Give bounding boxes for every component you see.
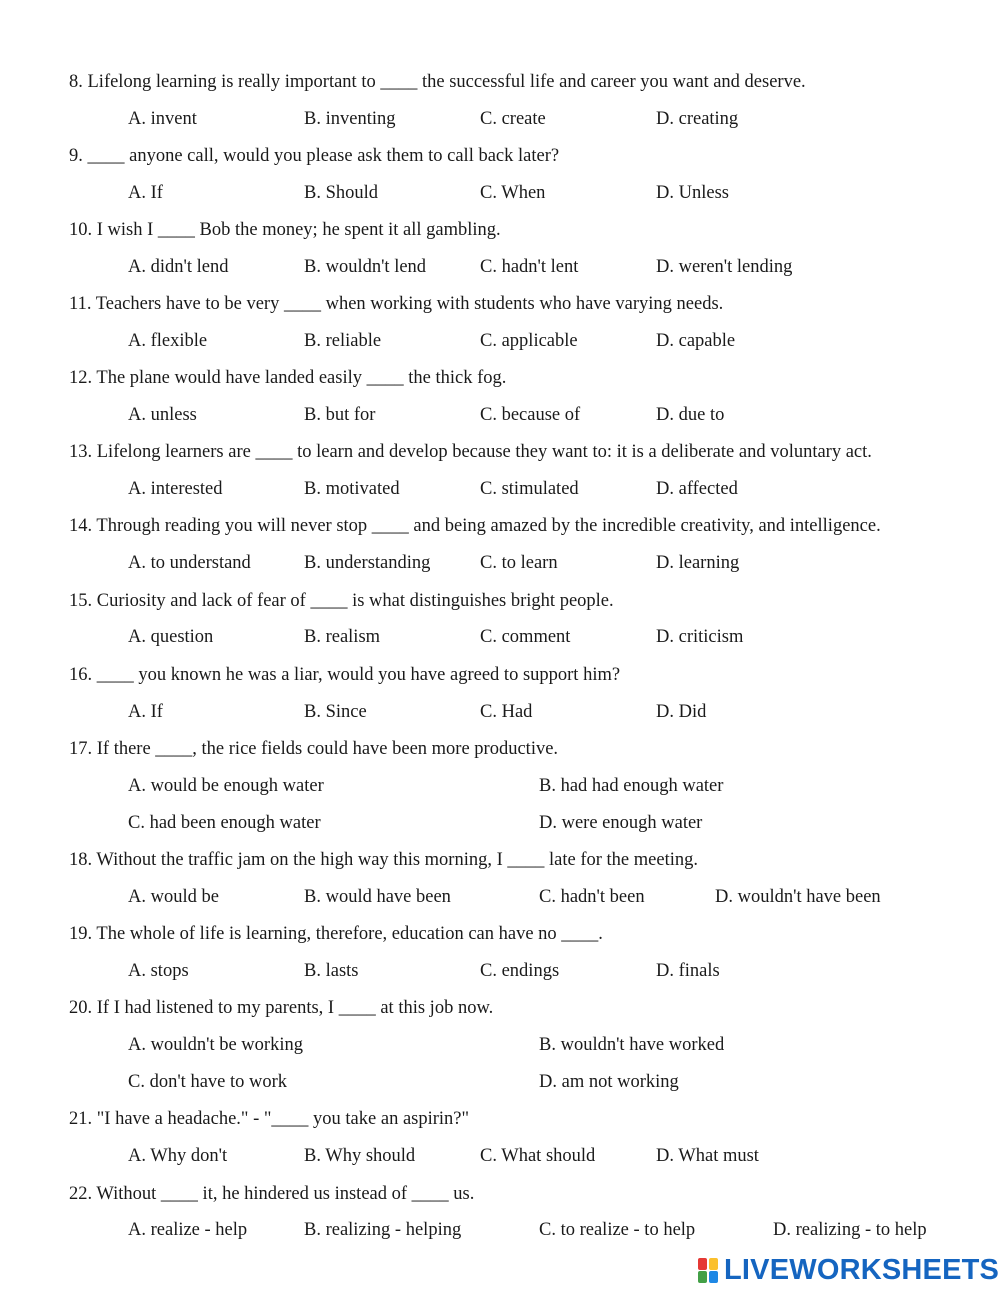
q18-option-a[interactable]: A. would be bbox=[128, 887, 219, 907]
q9-option-c[interactable]: C. When bbox=[480, 183, 546, 203]
q12-option-c[interactable]: C. because of bbox=[480, 405, 581, 425]
q21-option-d[interactable]: D. What must bbox=[656, 1146, 759, 1166]
q21-option-c[interactable]: C. What should bbox=[480, 1146, 596, 1166]
q19-option-d[interactable]: D. finals bbox=[656, 961, 720, 981]
q15-option-a[interactable]: A. question bbox=[128, 627, 214, 647]
q18-option-c[interactable]: C. hadn't been bbox=[539, 887, 645, 907]
question-16: 16. ____ you known he was a liar, would you have agreed to support him? bbox=[69, 665, 621, 685]
q16-option-b[interactable]: B. Since bbox=[304, 702, 367, 722]
question-10: 10. I wish I ____ Bob the money; he spent it all gambling. bbox=[69, 220, 501, 240]
question-8: 8. Lifelong learning is really important to ____ the successful life and career you want and deserve. bbox=[69, 72, 806, 92]
q18-option-d[interactable]: D. wouldn't have been bbox=[715, 887, 881, 907]
q10-option-a[interactable]: A. didn't lend bbox=[128, 257, 229, 277]
q10-option-b[interactable]: B. wouldn't lend bbox=[304, 257, 427, 277]
q8-option-a[interactable]: A. invent bbox=[128, 109, 197, 129]
q15-option-b[interactable]: B. realism bbox=[304, 627, 381, 647]
q14-option-c[interactable]: C. to learn bbox=[480, 553, 558, 573]
question-18: 18. Without the traffic jam on the high way this morning, I ____ late for the meeting. bbox=[69, 850, 698, 870]
q11-option-d[interactable]: D. capable bbox=[656, 331, 736, 351]
q13-option-d[interactable]: D. affected bbox=[656, 479, 738, 499]
question-15: 15. Curiosity and lack of fear of ____ is what distinguishes bright people. bbox=[69, 591, 614, 611]
question-20: 20. If I had listened to my parents, I ____ at this job now. bbox=[69, 998, 494, 1018]
q13-option-c[interactable]: C. stimulated bbox=[480, 479, 579, 499]
q16-option-c[interactable]: C. Had bbox=[480, 702, 533, 722]
q8-option-b[interactable]: B. inventing bbox=[304, 109, 396, 129]
brand-name: LIVEWORKSHEETS bbox=[724, 1253, 1000, 1286]
question-14: 14. Through reading you will never stop ____ and being amazed by the incredible creativity, and intelligence. bbox=[69, 516, 881, 536]
q8-option-d[interactable]: D. creating bbox=[656, 109, 739, 129]
q17-option-d[interactable]: D. were enough water bbox=[539, 813, 703, 833]
q11-option-c[interactable]: C. applicable bbox=[480, 331, 578, 351]
q20-option-d[interactable]: D. am not working bbox=[539, 1072, 679, 1092]
q10-option-c[interactable]: C. hadn't lent bbox=[480, 257, 579, 277]
question-11: 11. Teachers have to be very ____ when working with students who have varying needs. bbox=[69, 294, 724, 314]
q20-option-c[interactable]: C. don't have to work bbox=[128, 1072, 288, 1092]
q11-option-b[interactable]: B. reliable bbox=[304, 331, 382, 351]
q21-option-b[interactable]: B. Why should bbox=[304, 1146, 416, 1166]
q15-option-c[interactable]: C. comment bbox=[480, 627, 571, 647]
q9-option-b[interactable]: B. Should bbox=[304, 183, 379, 203]
q22-option-c[interactable]: C. to realize - to help bbox=[539, 1220, 696, 1240]
q17-option-b[interactable]: B. had had enough water bbox=[539, 776, 724, 796]
question-22: 22. Without ____ it, he hindered us instead of ____ us. bbox=[69, 1184, 475, 1204]
q22-option-d[interactable]: D. realizing - to help bbox=[773, 1220, 927, 1240]
q14-option-b[interactable]: B. understanding bbox=[304, 553, 431, 573]
question-17: 17. If there ____, the rice fields could have been more productive. bbox=[69, 739, 559, 759]
q9-option-d[interactable]: D. Unless bbox=[656, 183, 729, 203]
q17-option-a[interactable]: A. would be enough water bbox=[128, 776, 324, 796]
q12-option-b[interactable]: B. but for bbox=[304, 405, 376, 425]
q14-option-a[interactable]: A. to understand bbox=[128, 553, 251, 573]
q22-option-b[interactable]: B. realizing - helping bbox=[304, 1220, 462, 1240]
q21-option-a[interactable]: A. Why don't bbox=[128, 1146, 228, 1166]
q20-option-b[interactable]: B. wouldn't have worked bbox=[539, 1035, 725, 1055]
question-13: 13. Lifelong learners are ____ to learn and develop because they want to: it is a deliberate and voluntary act. bbox=[69, 442, 872, 462]
q11-option-a[interactable]: A. flexible bbox=[128, 331, 208, 351]
question-19: 19. The whole of life is learning, therefore, education can have no ____. bbox=[69, 924, 603, 944]
q14-option-d[interactable]: D. learning bbox=[656, 553, 740, 573]
q13-option-b[interactable]: B. motivated bbox=[304, 479, 400, 499]
q22-option-a[interactable]: A. realize - help bbox=[128, 1220, 248, 1240]
question-9: 9. ____ anyone call, would you please ask them to call back later? bbox=[69, 146, 560, 166]
q16-option-a[interactable]: A. If bbox=[128, 702, 163, 722]
q12-option-d[interactable]: D. due to bbox=[656, 405, 725, 425]
liveworksheets-logo bbox=[698, 1253, 999, 1287]
q19-option-c[interactable]: C. endings bbox=[480, 961, 560, 981]
q19-option-b[interactable]: B. lasts bbox=[304, 961, 359, 981]
q9-option-a[interactable]: A. If bbox=[128, 183, 163, 203]
q13-option-a[interactable]: A. interested bbox=[128, 479, 223, 499]
q15-option-d[interactable]: D. criticism bbox=[656, 627, 744, 647]
q10-option-d[interactable]: D. weren't lending bbox=[656, 257, 793, 277]
question-12: 12. The plane would have landed easily ____ the thick fog. bbox=[69, 368, 507, 388]
q19-option-a[interactable]: A. stops bbox=[128, 961, 189, 981]
q17-option-c[interactable]: C. had been enough water bbox=[128, 813, 321, 833]
q18-option-b[interactable]: B. would have been bbox=[304, 887, 451, 907]
q8-option-c[interactable]: C. create bbox=[480, 109, 546, 129]
q20-option-a[interactable]: A. wouldn't be working bbox=[128, 1035, 303, 1055]
q16-option-d[interactable]: D. Did bbox=[656, 702, 707, 722]
q12-option-a[interactable]: A. unless bbox=[128, 405, 197, 425]
liveworksheets-mark-icon bbox=[698, 1256, 720, 1284]
question-21: 21. "I have a headache." - "____ you take an aspirin?" bbox=[69, 1109, 470, 1129]
